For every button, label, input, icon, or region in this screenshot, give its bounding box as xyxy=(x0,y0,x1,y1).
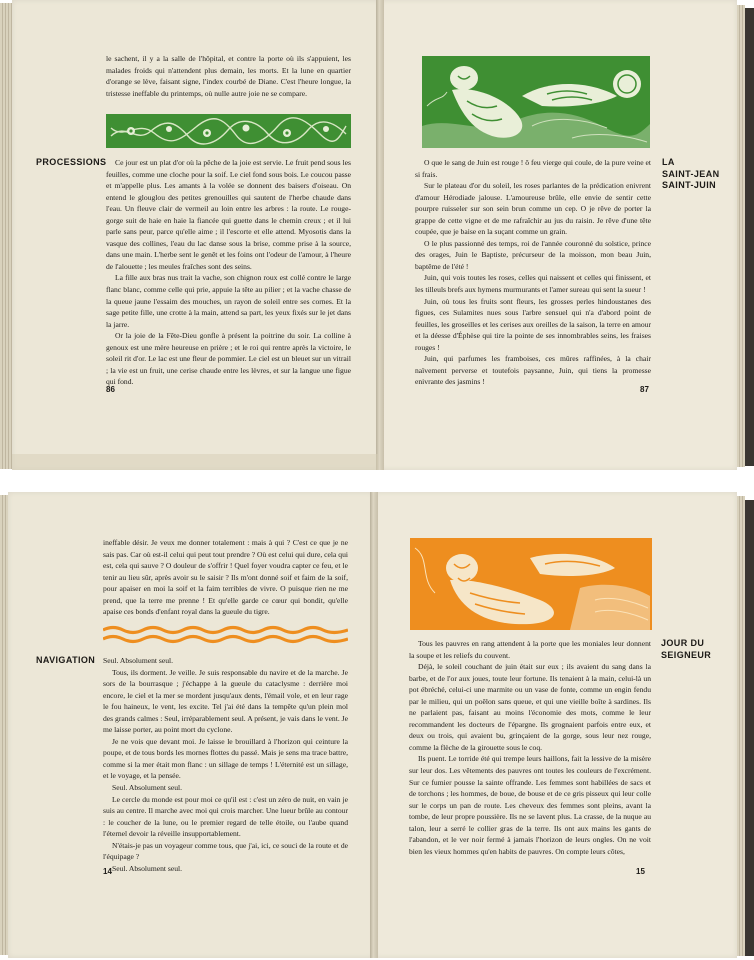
paragraph: Tous les pauvres en rang attendent à la porte que les moniales leur donnent la soupe et les reliefs du couvent. xyxy=(409,639,651,660)
bottom-right-fore-edge xyxy=(737,496,745,956)
page-14-main-text xyxy=(103,655,348,874)
paragraph: Juin, qui parfumes les framboises, ces mûres raffinées, à la chair naïvement perverse et toutefois paysanne, Juin, qui tiens la promesse enivrante des jasmins ! xyxy=(415,354,651,387)
top-gutter xyxy=(376,0,384,470)
page-number-86: 86 xyxy=(106,385,115,394)
section-title-processions: PROCESSIONS xyxy=(36,157,107,167)
bottom-cover-edge xyxy=(745,500,754,956)
paragraph: Juin, qui vois toutes les roses, celles qui naissent et celles qui finissent, et les tilleuls brefs aux hymens murmurants et l'amer sureau qui sent la sueur ! xyxy=(415,273,651,295)
paragraph: le sachent, il y a la salle de l'hôpital, et contre la porte où ils s'appuient, les malades froids qui n'attendent plus demain, les morts. Et la lune en quartier d'orange se lève, faisant signe, l'index courbé de Diane. C'est l'heure longue, la tristesse ineffable du printemps, où nulle autre joie ne se compare. xyxy=(106,54,351,98)
paragraph: Sur le plateau d'or du soleil, les roses parlantes de la prédication enivrent d'amour Hérodiade jalouse. L'amoureuse brûle, elle envie de sentir cette pourpre ruisseler sur son sein brun comme un cep. O je rêve de porter la grappe de cette vigne et de me rafraîchir au jus du raisin. Je rêve d'une tête coupée, que je baise en la suçant comme un grain. xyxy=(415,181,651,237)
page-15-main-text xyxy=(409,638,651,857)
page-number-87: 87 xyxy=(640,385,649,394)
paragraph: Ce jour est un plat d'or où la pêche de la joie est servie. Le fruit pend sous les feuilles, comme une cloche pour la soif. Le ciel fond sous bois. Le coucou passe et m'appelle plus. Les amants à la volée se donnent des baisers d'oiseau. On entend le glouglou des petites grenouilles qui sautent de l'herbe chaude dans l'eau. Un fleuve clair de vermeil au loin entre les arbres : la route. Le rouge-gorge suit de haie en haie la fiancée qui guette dans le chemin creux ; et il lui parle sans peur, parce qu'elle aime ; il l'escorte et elle attend. Myosotis dans la vasque des collines, l'eau du lac danse sous la brise, comme prise à la source, dans une main. L'herbe sent le genêt et les foins ont l'odeur de l'amour, à l'heure de l'alouette ; les meules fraîches sont des seins. xyxy=(106,158,351,271)
orange-figures-woodcut xyxy=(410,538,652,630)
paragraph: Seul. Absolument seul. xyxy=(112,863,183,873)
paragraph: Ils puent. Le torride été qui trempe leurs haillons, fait la lessive de la misère sur leur dos. Les vêtements des pauvres ont toutes les couleurs de l'excrément. Sur ce fumier pousse la sainte offrande. Les femmes sont habillées de sacs et de torchons ; les hommes, de boue, de bouse et de ce gris pisseux qui leur colle sur le corps un pan de route. Les cheveux des femmes sont pleins, avant la tombe, de leur propre poussière. Ils ne se lavent plus. La crasse, de la nuque au talon, leur a serré le collier gras de la terre. Ils ont aux mains les gants de l'abandon, et le ver noir fermé à jamais l'horizon de leurs ongles. On ne voit bien les vieux hommes qu'en habits de pauvres. On compte leurs côtes, xyxy=(409,754,651,856)
page-14-top-text xyxy=(103,537,348,618)
paragraph: Or la joie de la Fête-Dieu gonfle à présent la poitrine du soir. La colline à genoux est une mère heureuse en prière ; et le roi qui rentre après la victoire, le soleil rit d'or. Le lac est une fleur de pommier. Le ciel est un bleuet sur un vitrail ; la vie est un fruit, une cerise chaude entre les lèvres, et sur la langue une figue qui fond. xyxy=(106,331,351,387)
paragraph: Seul. Absolument seul. xyxy=(112,783,183,793)
section-title-saint-jean: LA SAINT-JEAN SAINT-JUIN xyxy=(662,157,720,190)
paragraph: N'étais-je pas un voyageur comme tous, que j'ai, ici, ce souci de la route et de l'équipage ? xyxy=(103,840,348,862)
spread-divider xyxy=(0,470,754,492)
green-floral-band-woodcut xyxy=(106,114,351,148)
paragraph: La fille aux bras nus trait la vache, son chignon roux est collé contre le large flanc blanc, comme celle qui prie, appuie la tête au pilier ; et la vache chasse de la queue jaune l'essaim des mouches, un rayon de soleil entre ses cornes. Et la sage petite fille, une crotte à la main, attend sa part, les yeux fixés sur le jet dans la jarre. xyxy=(106,273,351,329)
page-number-14: 14 xyxy=(103,867,112,876)
page-86-main-text xyxy=(106,157,351,388)
paragraph: Juin, où tous les fruits sont fleurs, les grosses perles hindoustanes des figues, ces Sulamites nues sous l'arbre sensuel qui n'a d'abord point de feuilles, les groseilles et les cerises aux oreilles de la saison, la terre en amour et la déesse d'Éphèse qui tire la pointe de ses innombrables seins, les fraises rouges ! xyxy=(415,296,651,352)
paragraph: Tous, ils dorment. Je veille. Je suis responsable du navire et de la marche. Je sors de la bourrasque ; j'échappe à la gueule du cataclysme : derrière moi encore, le ciel et la mer se mordent jusqu'aux dents, l'émail vole, et en leur rage le fou haineux, le vent, les excite. Tel j'ai été dans la tempête qu'un plein mol des grands calmes : Seul, irréparablement seul. A présent, je vais dans le vent. Je me laisse porter, au point mort du cyclone. xyxy=(103,667,348,735)
page-86-top-text xyxy=(106,53,351,99)
paragraph: ineffable désir. Je veux me donner totalement : mais à qui ? C'est ce que je ne sais pas. Car où est-il celui qui peut tout prendre ? Où est celui qui dure, cela qui est, cela qui sauve ? O douleur de s'offrir ! Quel foyer voudra capter ce feu, et le tenir au lieu sûr, après avoir su le saisir ? Ils m'ont donné soif et faim de la soif, pour apaiser en moi la soif et la faim terribles de vivre. O puisque rien ne me prend, que la terre me prenne ! Et qu'elle garde ce cœur qui bondit, qu'elle apaise ces bonds d'enfant royal dans la gueule du tigre. xyxy=(103,538,348,617)
top-left-page-bottom-block xyxy=(12,454,378,470)
section-title-jour-du-seigneur: JOUR DU SEIGNEUR xyxy=(661,638,712,660)
paragraph: Je ne vois que devant moi. Je laisse le brouillard à l'horizon qui ceinture la poupe, et de tous bords les mornes flottes du passé. Mais je sens ma trace battre, comme si la mer était mon flanc : un sillage de temps ! L'éternité est un sillage, et le voyage, et la pensée. xyxy=(103,736,348,781)
paragraph: O que le sang de Juin est rouge ! ô feu vierge qui coule, de la pure veine et si frais. xyxy=(415,158,651,179)
top-right-fore-edge xyxy=(737,5,745,467)
orange-wave-band-woodcut xyxy=(103,624,348,646)
paragraph: Le cercle du monde est pour moi ce qu'il est : c'est un zéro de nuit, en vain je suis au centre. Il marche avec moi qui crois marcher. Une lueur brûle au contour : le coucher de la lune, ou le premier regard de telle étoile, ou l'aube quand l'éternel devoir la réveille insupportablement. xyxy=(103,794,348,839)
paragraph: Déjà, le soleil couchant de juin était sur eux ; ils avaient du sang dans la barbe, et de l'or aux joues, toute leur fortune. Ils tenaient à la main, celui-là un pot ébréché, celui-ci une marmite ou un vase de fonte, comme un engin fendu par le milieu, qui un poêlon sans queue, et qui une vieille boîte à sardines. Ils ne parlaient pas, faisant au moins l'économie des mots, comme le leur recommandent les docteurs de l'épargne. Ils grognaient parfois entre eux, et deux ou trois, qui avaient bu, grinçaient de la gorge, sous leur nez rouge, comme la flèche de la girouette sous le coq. xyxy=(409,662,651,752)
paragraph: Seul. Absolument seul. xyxy=(103,656,174,665)
section-title-navigation: NAVIGATION xyxy=(36,655,96,665)
paragraph: O le plus passionné des temps, roi de l'année couronné du solstice, prince des orages, Juin le Baptiste, précurseur de la moisson, mon beau Juin, baptême de l'été ! xyxy=(415,238,651,271)
top-cover-edge xyxy=(745,8,754,466)
bottom-gutter xyxy=(370,492,378,958)
page-87-main-text xyxy=(415,157,651,388)
page-number-15: 15 xyxy=(636,867,645,876)
green-figure-woodcut xyxy=(422,56,650,148)
